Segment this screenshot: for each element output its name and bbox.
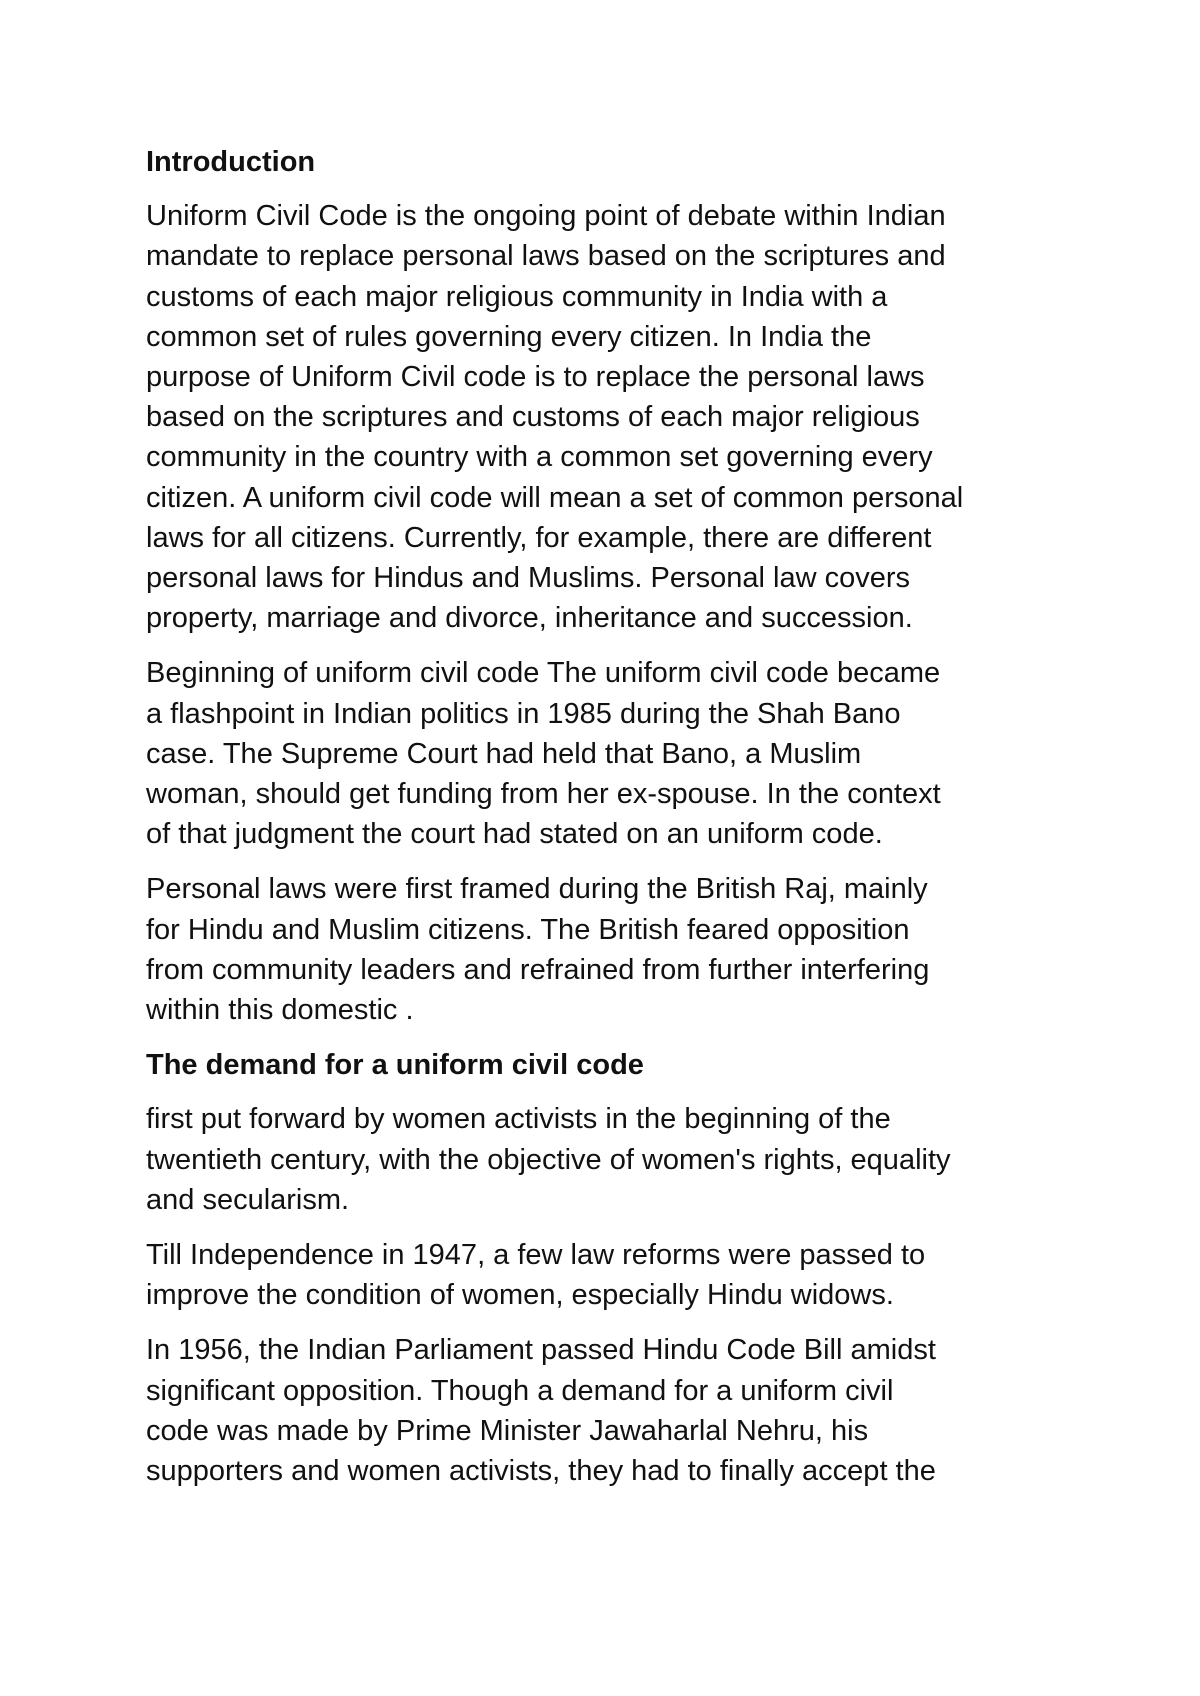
text-line: significant opposition. Though a demand for a uniform civil bbox=[146, 1374, 894, 1407]
text-line: case. The Supreme Court had held that Bano, a Muslim bbox=[146, 737, 862, 770]
text-line: woman, should get funding from her ex-spouse. In the context bbox=[146, 778, 941, 811]
text-line: Personal laws were first framed during the British Raj, mainly bbox=[146, 873, 928, 906]
text-line: community in the country with a common set governing every bbox=[146, 441, 933, 474]
text-line: within this domestic . bbox=[146, 994, 414, 1027]
text-line: and secularism. bbox=[146, 1183, 350, 1216]
text-line: from community leaders and refrained from further interfering bbox=[146, 953, 930, 986]
paragraph bbox=[146, 196, 1066, 638]
text-line: for Hindu and Muslim citizens. The British feared opposition bbox=[146, 913, 910, 946]
text-line: based on the scriptures and customs of each major religious bbox=[146, 401, 920, 434]
paragraph bbox=[146, 869, 1066, 1030]
document-body bbox=[146, 142, 1066, 1491]
text-line: Introduction bbox=[146, 146, 316, 178]
paragraph bbox=[146, 1330, 1066, 1491]
text-line: improve the condition of women, especially Hindu widows. bbox=[146, 1279, 894, 1312]
text-line: laws for all citizens. Currently, for example, there are different bbox=[146, 521, 932, 554]
paragraph bbox=[146, 1099, 1066, 1220]
text-line: Uniform Civil Code is the ongoing point of debate within Indian bbox=[146, 200, 946, 233]
text-line: first put forward by women activists in the beginning of the bbox=[146, 1103, 891, 1136]
text-line: common set of rules governing every citizen. In India the bbox=[146, 320, 872, 353]
text-line: The demand for a uniform civil code bbox=[146, 1049, 644, 1082]
text-line: a flashpoint in Indian politics in 1985 during the Shah Bano bbox=[146, 697, 901, 730]
paragraph bbox=[146, 653, 1066, 854]
text-line: customs of each major religious community in India with a bbox=[146, 280, 888, 313]
text-line: Beginning of uniform civil code The uniform civil code became bbox=[146, 657, 941, 690]
paragraph bbox=[146, 1235, 1066, 1315]
text-line: citizen. A uniform civil code will mean a set of common personal bbox=[146, 481, 964, 514]
text-line: twentieth century, with the objective of women's rights, equality bbox=[146, 1143, 951, 1176]
section-heading bbox=[146, 142, 1066, 182]
text-line: of that judgment the court had stated on an uniform code. bbox=[146, 818, 883, 851]
text-line: code was made by Prime Minister Jawaharlal Nehru, his bbox=[146, 1414, 869, 1447]
text-line: supporters and women activists, they had to finally accept the bbox=[146, 1455, 936, 1488]
text-line: personal laws for Hindus and Muslims. Personal law covers bbox=[146, 562, 910, 595]
text-line: Till Independence in 1947, a few law reforms were passed to bbox=[146, 1239, 926, 1272]
section-heading bbox=[146, 1045, 1066, 1085]
text-line: property, marriage and divorce, inheritance and succession. bbox=[146, 602, 913, 635]
text-line: In 1956, the Indian Parliament passed Hindu Code Bill amidst bbox=[146, 1334, 936, 1367]
text-line: mandate to replace personal laws based on the scriptures and bbox=[146, 240, 946, 273]
text-line: purpose of Uniform Civil code is to replace the personal laws bbox=[146, 361, 925, 394]
